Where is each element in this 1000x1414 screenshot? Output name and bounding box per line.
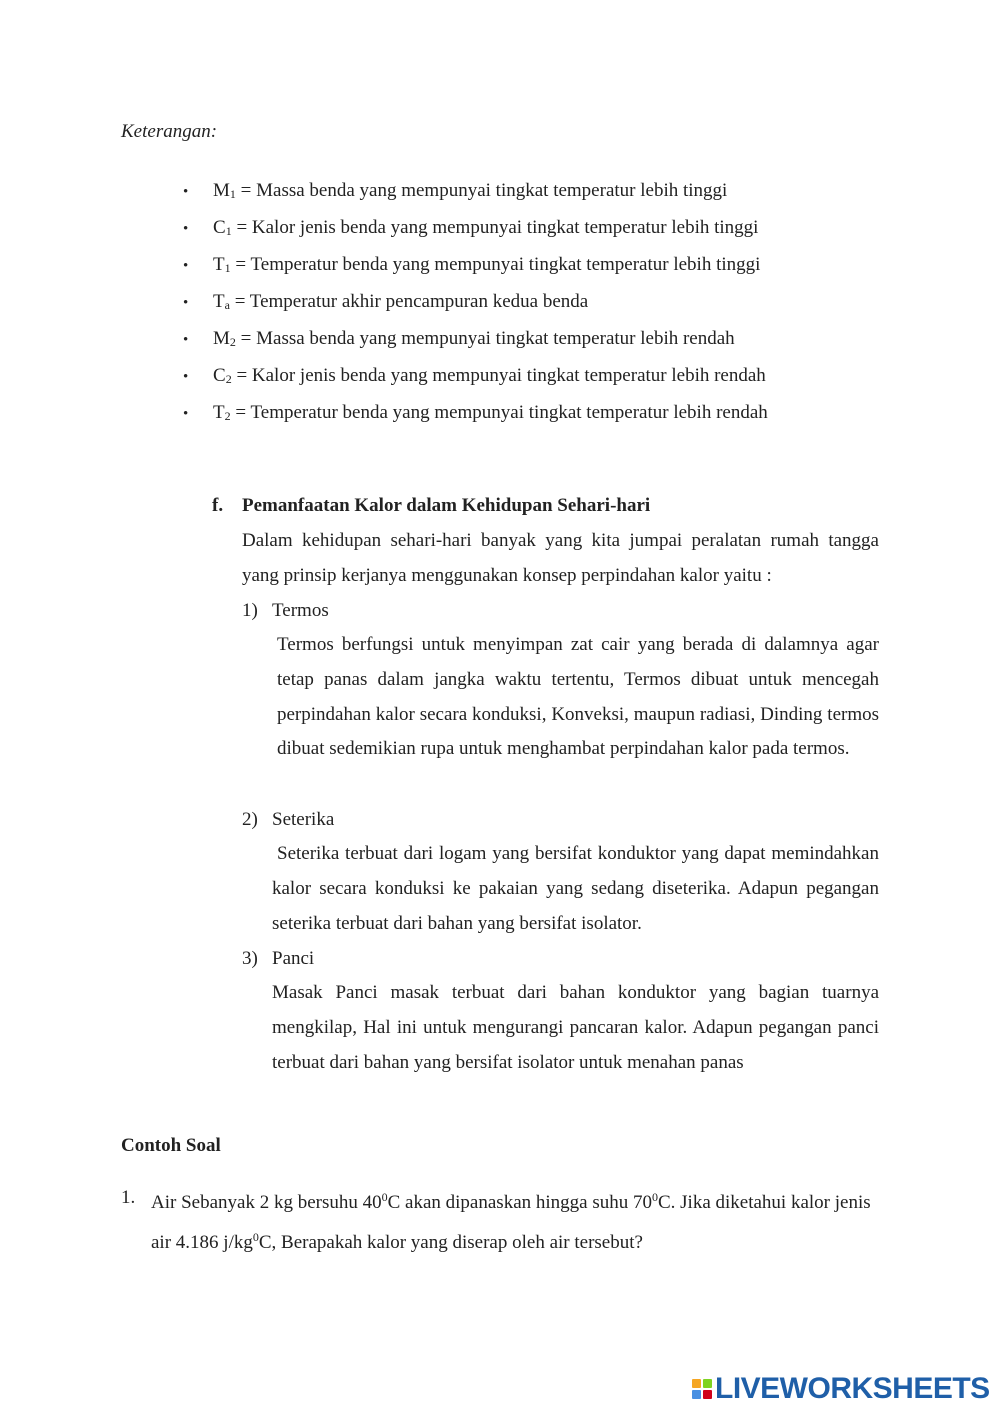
question-item (121, 1180, 881, 1260)
keterangan-item: • Ta = Temperatur akhir pencampuran kedua benda (183, 291, 589, 312)
question-number: 1. (121, 1187, 136, 1208)
keterangan-item: • C1 = Kalor jenis benda yang mempunyai tingkat temperatur lebih tinggi (183, 217, 759, 238)
bullet-icon: • (183, 295, 189, 311)
keterangan-item: • M2 = Massa benda yang mempunyai tingkat temperatur lebih rendah (183, 328, 735, 349)
bullet-icon: • (183, 369, 189, 385)
item-body-panci: Masak Panci masak terbuat dari bahan konduktor yang bagian tuarnya mengkilap, Hal ini untuk mengurangi pancaran kalor. Adapun pegangan panci terbuat dari bahan yang bersifat isolator untuk menahan panas (272, 982, 879, 1073)
keterangan-item: • T2 = Temperatur benda yang mempunyai tingkat temperatur lebih rendah (183, 402, 768, 423)
section-f-marker: f. (212, 495, 224, 516)
keterangan-heading: Keterangan: (121, 121, 218, 142)
keterangan-item: • M1 = Massa benda yang mempunyai tingkat temperatur lebih tinggi (183, 180, 728, 201)
item-body-seterika: Seterika terbuat dari logam yang bersifat konduktor yang dapat memindahkan kalor secara konduksi ke pakaian yang sedang diseterika. Adapun pegangan seterika terbuat dari bahan yang bersifat isolator. (272, 843, 879, 934)
liveworksheets-logo (692, 1372, 990, 1406)
keterangan-item: • C2 = Kalor jenis benda yang mempunyai tingkat temperatur lebih rendah (183, 365, 766, 386)
bullet-icon: • (183, 332, 189, 348)
logo-text: LIVEWORKSHEETS (715, 1372, 990, 1405)
section-f-title: Pemanfaatan Kalor dalam Kehidupan Sehari-hari (242, 495, 651, 516)
bullet-icon: • (183, 258, 189, 274)
bullet-icon: • (183, 184, 189, 200)
contoh-soal-heading: Contoh Soal (121, 1135, 221, 1156)
item-heading-panci: 3) Panci (242, 948, 315, 969)
bullet-icon: • (183, 406, 189, 422)
item-body-termos: Termos berfungsi untuk menyimpan zat cair yang berada di dalamnya agar tetap panas dalam jangka waktu tertentu, Termos dibuat untuk mencegah perpindahan kalor secara konduksi, Konveksi, maupun radiasi, Dinding termos dibuat sedemikian rupa untuk menghambat perpindahan kalor pada termos. (277, 634, 879, 760)
keterangan-item: • T1 = Temperatur benda yang mempunyai tingkat temperatur lebih tinggi (183, 254, 761, 275)
logo-icon (692, 1379, 712, 1399)
section-f-intro: Dalam kehidupan sehari-hari banyak yang kita jumpai peralatan rumah tangga yang prinsip kerjanya menggunakan konsep perpindahan kalor yaitu : (242, 530, 879, 586)
question-text: Air Sebanyak 2 kg bersuhu $40^0C$ akan dipanaskan hingga suhu $70^0C$. Jika diketahui kalor jenis air 4.186 $j/kg^0C$, Berapakah kalor yang diserap oleh air tersebut? (151, 1190, 871, 1253)
section-f-heading (212, 495, 650, 517)
item-heading-termos: 1) Termos (242, 600, 329, 621)
bullet-icon: • (183, 221, 189, 237)
item-heading-seterika: 2) Seterika (242, 809, 335, 830)
